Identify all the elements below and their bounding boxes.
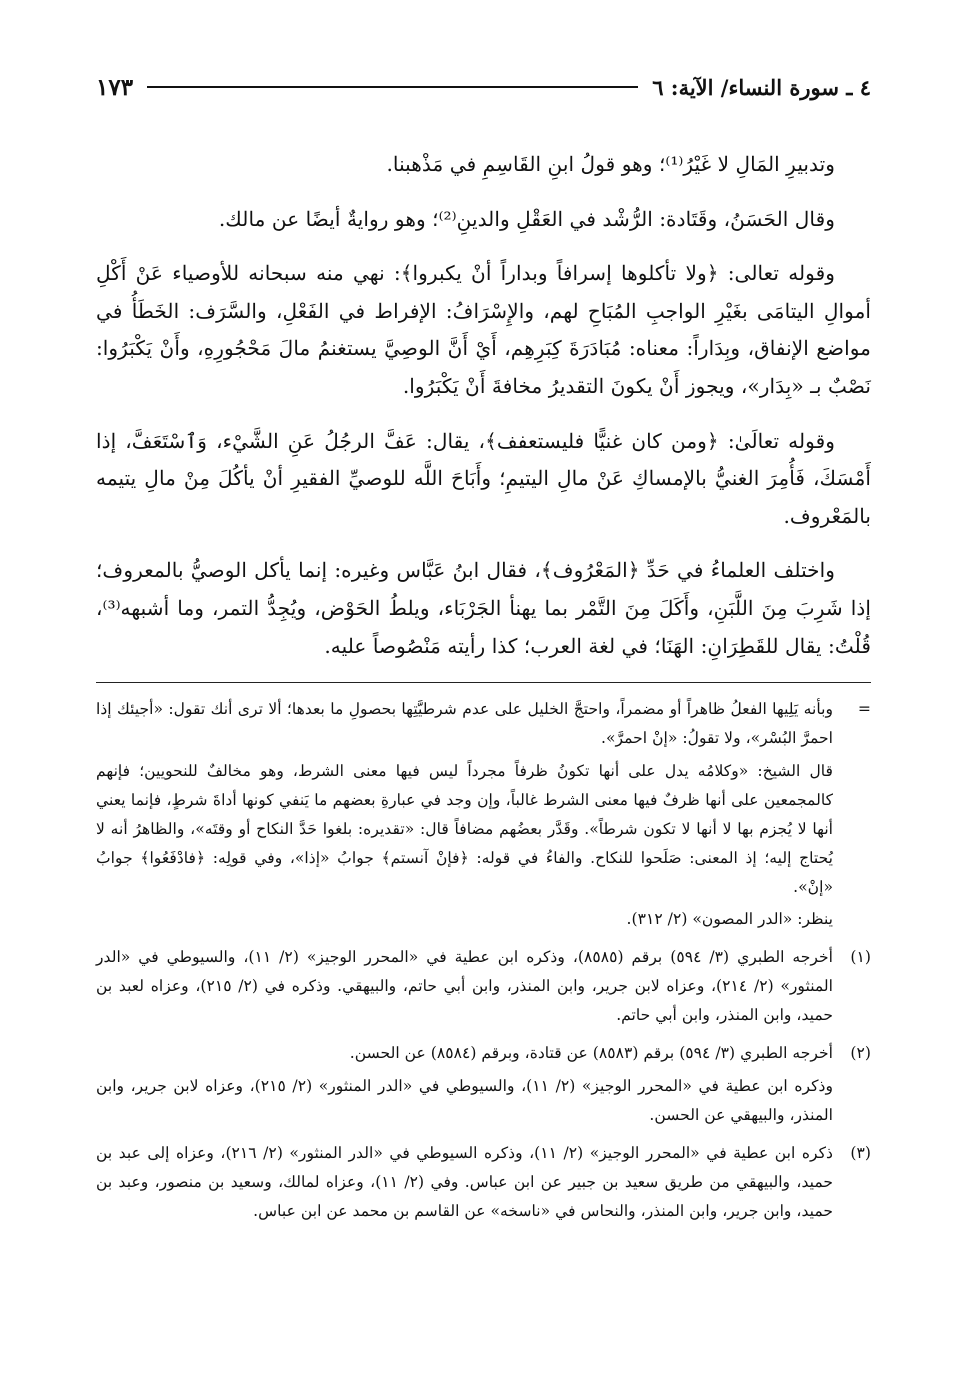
paragraph-1: وتدبيرِ المَالِ لا غَيْرُ⁽¹⁾؛ وهو قولُ ابنِ القَاسِمِ في مَذْهبنا.	[386, 152, 835, 176]
page-number: ١٧٣	[96, 73, 134, 101]
footnote-text: ينظر: «الدر المصون» (٢/ ٣١٢).	[626, 910, 833, 929]
paragraph-3: وقوله تعالى: ﴿ولا تأكلوها إسرافاً وبداراً أنْ يكبروا﴾: نهي منه سبحانه للأوصياء عَنْ أَكْلِ أموالِ اليتامَى بغَيْرِ الواجبِ المُبَاحِ لهم، والإِسْرَافُ: الإفراط في الفَعْلِ، والسَّرَف: الخَطَأُ في مواضع الإنفاق، وبِدَاراً: معناه: مُبَادَرَةَ كِبَرِهِم، أَيْ أَنَّ الوصِيَّ يستغنمُ مالَ مَحْجُورِهِ، وأَنْ يَكْبَرُوا: نَصْبٌ بـ «بِدَار»، ويجوز أَنْ يكونَ التقديرُ مخافةَ أَنْ يَكْبَرُوا.	[96, 261, 871, 398]
paragraph-2: وقال الحَسَنُ، وقَتَادة: الرُّشْد في العَقْلِ والدينِ⁽²⁾؛ وهو روايةٌ أيضًا عن مالك.	[218, 206, 835, 231]
footnote-marker: (٣)	[850, 1143, 871, 1162]
footnotes	[96, 695, 871, 1229]
footnote-text: وبأنه يَلِيها الفعلُ ظاهراً أو مضمراً، واحتجَّ الخليل على عدم شرطيَّتِها بحصولِ ما بعدها؛ ألا ترى أنك تقول: «أجيئك إذا احمرَّ البُسْر»، ولا تقولُ: «إنْ احمرَّ».	[96, 700, 833, 748]
footnote-marker: (١)	[850, 948, 871, 967]
paragraph-4: وقوله تعالَىٰ: ﴿ومن كان غنيًّا فليستعفف﴾، يقال: عَفَّ الرجُلُ عَنِ الشَّيْء، وَٱسْتَعَفَّ، إذا أَمْسَكَ، فَأُمِرَ الغنيُّ بالإمساكِ عَنْ مالِ اليتيمِ؛ وأَبَاحَ اللَّه للوصيِّ الفقيرِ أنْ يأكُلَ مِنْ مالِ يتيمه بالمَعْروف.	[96, 428, 871, 528]
footnote-text: ذكره ابن عطية في «المحرر الوجيز» (٢/ ١١)، وذكره السيوطي في «الدر المنثور» (٢/ ٢١٦)، وعزاه إلى عبد بن حميد، والبيهقي من طريق سعيد بن جبير عن ابن عباس. وفي (٢/ ١١)، وعزاه لمالك، وسعيد بن منصور، وعبد بن حميد، وابن جرير، وابن المنذر، والنحاس في «ناسخه» عن القاسم بن محمد عن ابن عباس.	[96, 1143, 833, 1220]
footnote-2	[96, 1039, 871, 1134]
footnote-3	[96, 1139, 871, 1230]
footnote-1	[96, 943, 871, 1034]
footnote-text: قال الشيخ: «وكلامُه يدل على أنها تكونُ ظرفاً مجرداً ليس فيها معنى الشرط، وهو مخالفٌ للنحويين؛ فإنهم كالمجمعين على أنها ظرفٌ فيها معنى الشرط غالباً، وإن وجد في عبارةِ بعضهم ما يَنفي كونها أداةَ شرطٍ، فإنما يعني أنها لا يُجزم بها لا أنها لا تكون شرطاً». وقَدَّر بعضُهم مضافاً قال: «تقديره: بلغوا حَدَّ النكاح أو وقتَه»، والظاهرُ أنه لا يُحتاج إليه؛ إذ المعنى: صَلَحوا للنكاح. والفاءُ في قوله: ﴿فإنْ آنستم﴾ جوابُ «إذا»، وفي قولِه: ﴿فادْفَعُوا﴾ جوابُ «إنْ».	[96, 761, 833, 896]
paragraph-5: واختلف العلماءُ في حَدِّ ﴿المَعْرُوف﴾، فقال ابنُ عَبَّاس وغيره: إنما يأكل الوصيُّ بالمعروف؛ إذا شَرِبَ مِنَ اللَّبَنِ، وأَكَلَ مِنَ التَّمْر بما يهنأ الجَرْبَاء، ويلطُ الحَوْض، ويُجِدُّ التمر، وما أشبهه⁽³⁾، قُلْتُ: يقال للقَطِرَانِ: الهَنَا؛ في لغة العرب؛ كذا رأيته مَنْصُوصاً عليه.	[96, 558, 871, 658]
footnote-marker: =	[857, 700, 871, 719]
footnote-divider	[96, 682, 871, 683]
footnote-text: وذكره ابن عطية في «المحرر الوجيز» (٢/ ١١)، والسيوطي في «الدر المنثور» (٢/ ٢١٥)، وعزاه لابن جرير، وابن المنذر، والبيهقي عن الحسن.	[96, 1077, 833, 1124]
main-text	[96, 146, 871, 665]
running-header	[96, 70, 871, 104]
book-page	[96, 70, 871, 1235]
footnote-text: أخرجه الطبري (٣/ ٥٩٤) برقم (٨٥٨٥)، وذكره ابن عطية في «المحرر الوجيز» (٢/ ١١)، والسيوطي في «الدر المنثور» (٢/ ٢١٤)، وعزاه لابن جرير، وابن المنذر، وابن أبي حاتم، والبيهقي. وذكره في (٢/ ٢١٥)، وعزاه لعبد بن حميد، وابن المنذر، وابن أبي حاتم.	[96, 948, 834, 1025]
header-title: ٤ ـ سورة النساء/ الآية: ٦	[652, 74, 871, 100]
footnote-text: أخرجه الطبري (٣/ ٥٩٤) برقم (٨٥٨٣) عن قتادة، وبرقم (٨٥٨٤) عن الحسن.	[349, 1044, 833, 1063]
footnote-marker: (٢)	[850, 1044, 871, 1063]
header-rule	[147, 86, 638, 88]
footnote-continued	[96, 695, 871, 938]
